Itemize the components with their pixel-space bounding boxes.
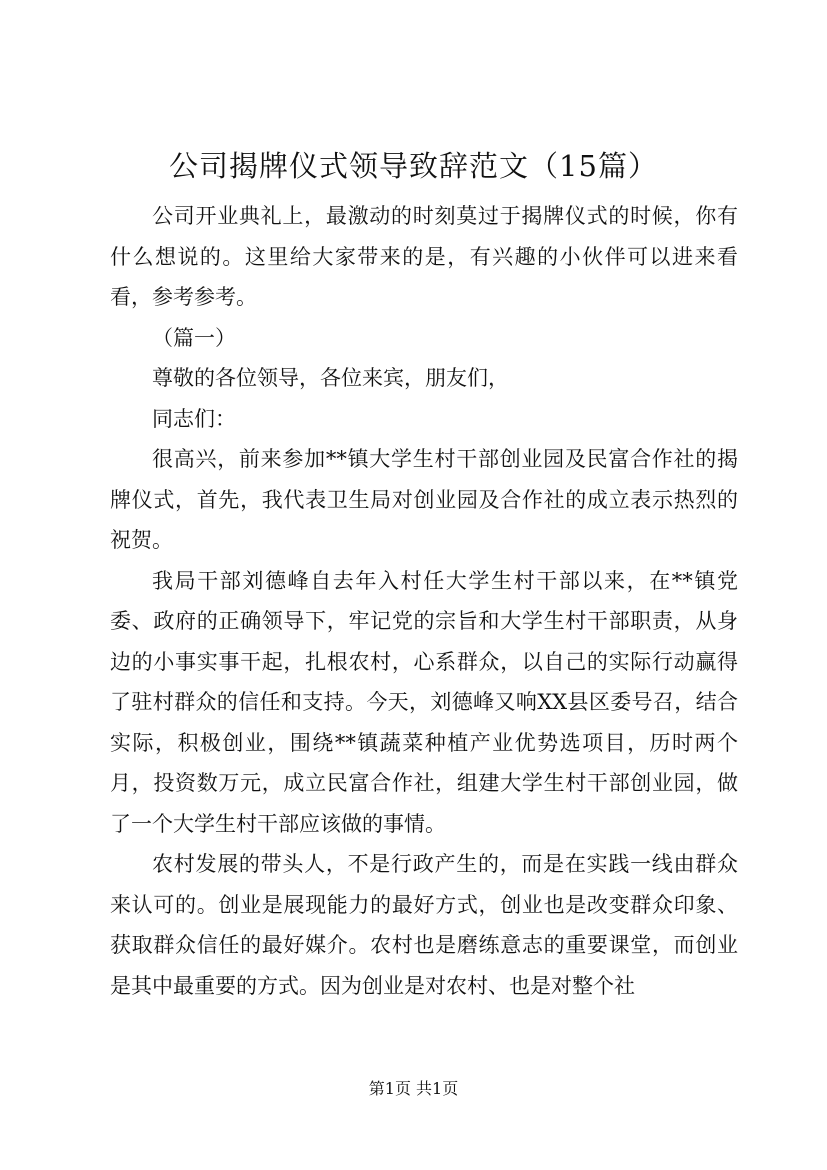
paragraph-salutation: 尊敬的各位领导，各位来宾，朋友们，: [152, 366, 509, 390]
paragraph-intro: 公司开业典礼上，最激动的时刻莫过于揭牌仪式的时候，你有什么想说的。这里给大家带来的是，有兴趣的小伙伴可以进来看看，参考参考。: [110, 204, 738, 309]
paragraph-salutation-comrades: 同志们：: [152, 406, 236, 431]
document-body: [110, 196, 738, 1006]
page-footer: 第1页 共1页: [368, 1079, 459, 1098]
paragraph-opening: 很高兴，前来参加**镇大学生村干部创业园及民富合作社的揭牌仪式，首先，我代表卫生局对创业园及合作社的成立表示热烈的祝贺。: [110, 447, 738, 552]
paragraph-leadership: 农村发展的带头人，不是行政产生的，而是在实践一线由群众来认可的。创业是展现能力的最好方式，创业也是改变群众印象、获取群众信任的最好媒介。农村也是磨练意志的重要课堂，而创业是其中最重要的方式。因为创业是对农村、也是对整个社: [110, 852, 738, 998]
paragraph-background: 我局干部刘德峰自去年入村任大学生村干部以来，在**镇党委、政府的正确领导下，牢记党的宗旨和大学生村干部职责，从身边的小事实事干起，扎根农村，心系群众，以自己的实际行动赢得了驻村群众的信任和支持。今天，刘德峰又响XX县区委号召，结合实际，积极创业，围绕**镇蔬菜种植产业优势选项目，历时两个月，投资数万元，成立民富合作社，组建大学生村干部创业园，做了一个大学生村干部应该做的事情。: [110, 568, 738, 836]
document-title: 公司揭牌仪式领导致辞范文（15篇）: [169, 149, 658, 183]
paragraph-section-heading: （篇一）: [152, 325, 236, 350]
